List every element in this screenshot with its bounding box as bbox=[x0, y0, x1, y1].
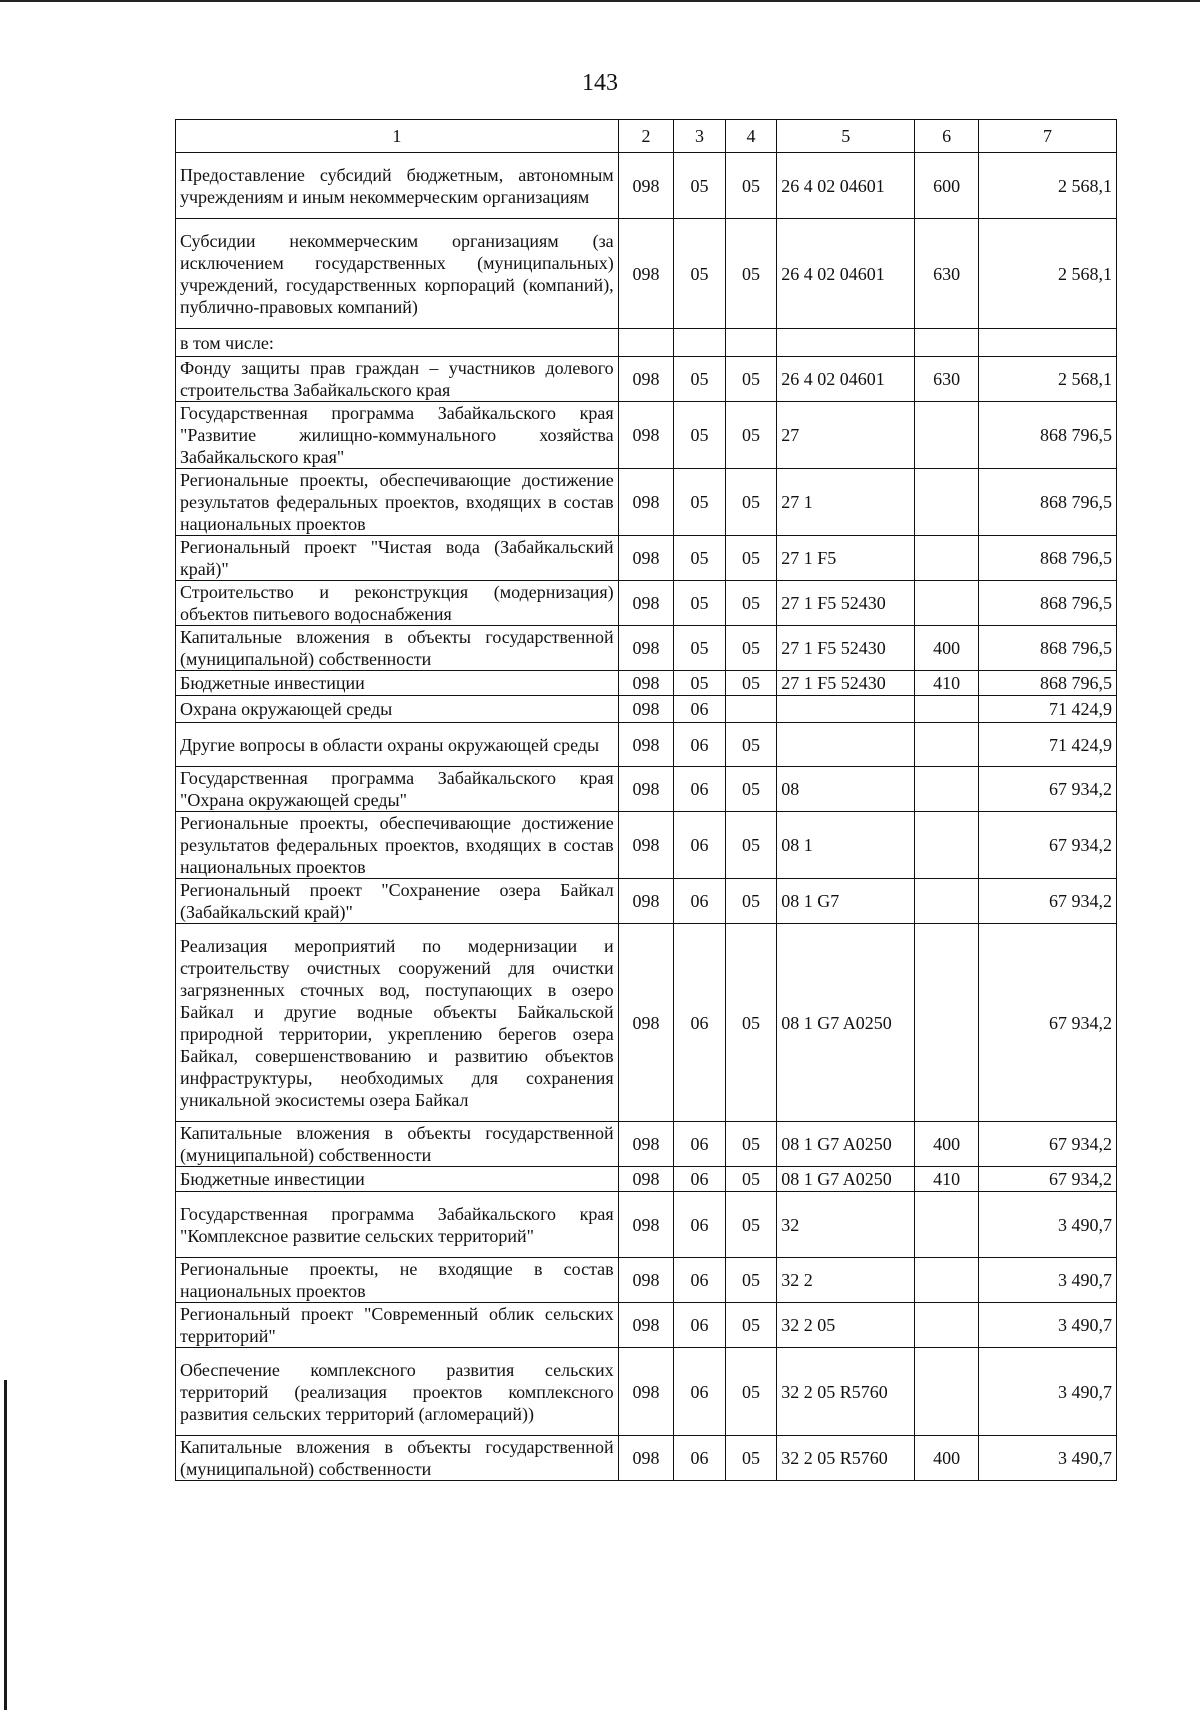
table-row bbox=[176, 723, 1117, 767]
table-row bbox=[176, 1167, 1117, 1192]
row-section-cell: 05 bbox=[674, 469, 725, 536]
row-expense-type-cell bbox=[915, 329, 979, 357]
row-name-cell: Региональные проекты, обеспечивающие достижение результатов федеральных проектов, входящих в состав национальных проектов bbox=[176, 469, 619, 536]
row-name-cell: Предоставление субсидий бюджетным, автономным учреждениям и иным некоммерческим организациям bbox=[176, 153, 619, 219]
row-expense-type-cell bbox=[915, 1192, 979, 1258]
row-expense-type-cell: 400 bbox=[915, 626, 979, 671]
row-expense-type-cell bbox=[915, 924, 979, 1122]
row-section-cell: 06 bbox=[674, 1303, 725, 1348]
row-amount-cell: 868 796,5 bbox=[979, 402, 1117, 469]
row-expense-type-cell bbox=[915, 812, 979, 879]
row-name-cell: Региональные проекты, не входящие в состав национальных проектов bbox=[176, 1258, 619, 1303]
row-amount-cell: 67 934,2 bbox=[979, 924, 1117, 1122]
row-section-cell: 05 bbox=[674, 219, 725, 329]
row-admin-code-cell: 098 bbox=[618, 402, 674, 469]
row-subsection-cell: 05 bbox=[725, 357, 776, 402]
row-section-cell: 06 bbox=[674, 1122, 725, 1167]
table-header-row bbox=[176, 120, 1117, 153]
table-row bbox=[176, 1303, 1117, 1348]
row-name-cell: в том числе: bbox=[176, 329, 619, 357]
row-expense-type-cell bbox=[915, 1348, 979, 1436]
row-name-cell: Другие вопросы в области охраны окружающей среды bbox=[176, 723, 619, 767]
row-expense-type-cell: 630 bbox=[915, 357, 979, 402]
table-row bbox=[176, 219, 1117, 329]
row-section-cell: 06 bbox=[674, 812, 725, 879]
row-section-cell: 06 bbox=[674, 723, 725, 767]
table-row bbox=[176, 924, 1117, 1122]
row-admin-code-cell: 098 bbox=[618, 357, 674, 402]
row-admin-code-cell: 098 bbox=[618, 1348, 674, 1436]
row-name-cell: Бюджетные инвестиции bbox=[176, 671, 619, 696]
row-expense-type-cell: 630 bbox=[915, 219, 979, 329]
table-row bbox=[176, 469, 1117, 536]
row-target-article-cell bbox=[777, 696, 915, 723]
header-cell: 5 bbox=[777, 120, 915, 153]
row-amount-cell: 3 490,7 bbox=[979, 1258, 1117, 1303]
row-section-cell: 06 bbox=[674, 879, 725, 924]
row-admin-code-cell: 098 bbox=[618, 671, 674, 696]
table-row bbox=[176, 581, 1117, 626]
row-name-cell: Строительство и реконструкция (модернизация) объектов питьевого водоснабжения bbox=[176, 581, 619, 626]
row-target-article-cell: 08 1 G7 A0250 bbox=[777, 1122, 915, 1167]
row-section-cell: 05 bbox=[674, 536, 725, 581]
row-amount-cell: 67 934,2 bbox=[979, 1167, 1117, 1192]
row-subsection-cell: 05 bbox=[725, 1436, 776, 1481]
row-amount-cell: 868 796,5 bbox=[979, 671, 1117, 696]
row-admin-code-cell: 098 bbox=[618, 812, 674, 879]
row-target-article-cell: 08 1 bbox=[777, 812, 915, 879]
scan-border-left bbox=[4, 1380, 7, 1710]
row-target-article-cell: 26 4 02 04601 bbox=[777, 153, 915, 219]
row-subsection-cell bbox=[725, 696, 776, 723]
row-target-article-cell: 27 bbox=[777, 402, 915, 469]
row-admin-code-cell: 098 bbox=[618, 581, 674, 626]
row-amount-cell: 3 490,7 bbox=[979, 1192, 1117, 1258]
row-expense-type-cell bbox=[915, 1303, 979, 1348]
row-section-cell: 05 bbox=[674, 357, 725, 402]
table-row bbox=[176, 153, 1117, 219]
row-admin-code-cell: 098 bbox=[618, 153, 674, 219]
row-name-cell: Субсидии некоммерческим организациям (за исключением государственных (муниципальных) учреждений, государственных корпораций (компаний), публично-правовых компаний) bbox=[176, 219, 619, 329]
row-amount-cell: 868 796,5 bbox=[979, 536, 1117, 581]
table-row bbox=[176, 536, 1117, 581]
row-target-article-cell: 26 4 02 04601 bbox=[777, 357, 915, 402]
row-admin-code-cell: 098 bbox=[618, 1192, 674, 1258]
row-subsection-cell: 05 bbox=[725, 469, 776, 536]
row-admin-code-cell: 098 bbox=[618, 1167, 674, 1192]
row-amount-cell: 2 568,1 bbox=[979, 219, 1117, 329]
row-expense-type-cell bbox=[915, 581, 979, 626]
row-expense-type-cell: 410 bbox=[915, 671, 979, 696]
table-row bbox=[176, 626, 1117, 671]
row-subsection-cell: 05 bbox=[725, 153, 776, 219]
row-subsection-cell: 05 bbox=[725, 767, 776, 812]
table-row bbox=[176, 329, 1117, 357]
row-expense-type-cell bbox=[915, 767, 979, 812]
row-admin-code-cell: 098 bbox=[618, 1303, 674, 1348]
row-subsection-cell: 05 bbox=[725, 924, 776, 1122]
row-subsection-cell: 05 bbox=[725, 1348, 776, 1436]
row-amount-cell: 3 490,7 bbox=[979, 1303, 1117, 1348]
row-target-article-cell: 08 1 G7 A0250 bbox=[777, 924, 915, 1122]
table-row bbox=[176, 671, 1117, 696]
budget-table bbox=[175, 119, 1117, 1481]
row-name-cell: Капитальные вложения в объекты государственной (муниципальной) собственности bbox=[176, 1436, 619, 1481]
row-subsection-cell: 05 bbox=[725, 671, 776, 696]
row-target-article-cell: 32 2 05 bbox=[777, 1303, 915, 1348]
table-row bbox=[176, 1258, 1117, 1303]
row-amount-cell: 67 934,2 bbox=[979, 1122, 1117, 1167]
row-target-article-cell: 27 1 F5 52430 bbox=[777, 671, 915, 696]
row-target-article-cell: 08 1 G7 A0250 bbox=[777, 1167, 915, 1192]
row-amount-cell: 67 934,2 bbox=[979, 767, 1117, 812]
row-name-cell: Государственная программа Забайкальского края "Развитие жилищно-коммунального хозяйства Забайкальского края" bbox=[176, 402, 619, 469]
row-subsection-cell: 05 bbox=[725, 219, 776, 329]
row-expense-type-cell: 410 bbox=[915, 1167, 979, 1192]
row-amount-cell bbox=[979, 329, 1117, 357]
row-section-cell: 06 bbox=[674, 1258, 725, 1303]
row-name-cell: Региональные проекты, обеспечивающие достижение результатов федеральных проектов, входящих в состав национальных проектов bbox=[176, 812, 619, 879]
table-row bbox=[176, 696, 1117, 723]
row-amount-cell: 868 796,5 bbox=[979, 581, 1117, 626]
row-admin-code-cell: 098 bbox=[618, 879, 674, 924]
row-name-cell: Региональный проект "Современный облик сельских территорий" bbox=[176, 1303, 619, 1348]
row-subsection-cell: 05 bbox=[725, 1192, 776, 1258]
row-section-cell: 06 bbox=[674, 1167, 725, 1192]
row-amount-cell: 71 424,9 bbox=[979, 696, 1117, 723]
row-target-article-cell: 32 2 bbox=[777, 1258, 915, 1303]
row-amount-cell: 67 934,2 bbox=[979, 879, 1117, 924]
row-subsection-cell: 05 bbox=[725, 812, 776, 879]
row-section-cell: 05 bbox=[674, 402, 725, 469]
row-name-cell: Государственная программа Забайкальского края "Комплексное развитие сельских территорий" bbox=[176, 1192, 619, 1258]
table-row bbox=[176, 879, 1117, 924]
table-row bbox=[176, 812, 1117, 879]
row-section-cell: 05 bbox=[674, 671, 725, 696]
row-amount-cell: 868 796,5 bbox=[979, 626, 1117, 671]
row-target-article-cell: 27 1 F5 52430 bbox=[777, 581, 915, 626]
row-target-article-cell: 08 1 G7 bbox=[777, 879, 915, 924]
row-expense-type-cell bbox=[915, 879, 979, 924]
row-admin-code-cell: 098 bbox=[618, 1258, 674, 1303]
row-amount-cell: 67 934,2 bbox=[979, 812, 1117, 879]
row-name-cell: Бюджетные инвестиции bbox=[176, 1167, 619, 1192]
row-name-cell: Фонду защиты прав граждан – участников долевого строительства Забайкальского края bbox=[176, 357, 619, 402]
table-row bbox=[176, 1192, 1117, 1258]
row-admin-code-cell: 098 bbox=[618, 767, 674, 812]
row-admin-code-cell: 098 bbox=[618, 1436, 674, 1481]
row-admin-code-cell bbox=[618, 329, 674, 357]
row-section-cell: 06 bbox=[674, 1348, 725, 1436]
row-section-cell bbox=[674, 329, 725, 357]
row-expense-type-cell: 400 bbox=[915, 1122, 979, 1167]
row-expense-type-cell bbox=[915, 723, 979, 767]
row-subsection-cell: 05 bbox=[725, 536, 776, 581]
row-subsection-cell: 05 bbox=[725, 1122, 776, 1167]
header-cell: 4 bbox=[725, 120, 776, 153]
header-cell: 3 bbox=[674, 120, 725, 153]
header-cell: 1 bbox=[176, 120, 619, 153]
row-subsection-cell: 05 bbox=[725, 402, 776, 469]
row-name-cell: Реализация мероприятий по модернизации и строительству очистных сооружений для очистки загрязненных сточных вод, поступающих в озеро Байкал и другие водные объекты Байкальской природной территории, укреплению берегов озера Байкал, совершенствованию и развитию объектов инфраструктуры, необходимых для сохранения уникальной экосистемы озера Байкал bbox=[176, 924, 619, 1122]
row-expense-type-cell: 400 bbox=[915, 1436, 979, 1481]
row-amount-cell: 3 490,7 bbox=[979, 1348, 1117, 1436]
row-amount-cell: 71 424,9 bbox=[979, 723, 1117, 767]
row-name-cell: Охрана окружающей среды bbox=[176, 696, 619, 723]
row-target-article-cell: 32 2 05 R5760 bbox=[777, 1348, 915, 1436]
row-admin-code-cell: 098 bbox=[618, 536, 674, 581]
row-subsection-cell: 05 bbox=[725, 1258, 776, 1303]
row-subsection-cell: 05 bbox=[725, 1167, 776, 1192]
table-row bbox=[176, 1436, 1117, 1481]
row-subsection-cell: 05 bbox=[725, 581, 776, 626]
row-subsection-cell: 05 bbox=[725, 723, 776, 767]
table-row bbox=[176, 357, 1117, 402]
row-subsection-cell: 05 bbox=[725, 626, 776, 671]
row-amount-cell: 3 490,7 bbox=[979, 1436, 1117, 1481]
row-amount-cell: 868 796,5 bbox=[979, 469, 1117, 536]
row-expense-type-cell bbox=[915, 469, 979, 536]
row-section-cell: 06 bbox=[674, 696, 725, 723]
row-section-cell: 06 bbox=[674, 767, 725, 812]
row-expense-type-cell: 600 bbox=[915, 153, 979, 219]
header-cell: 2 bbox=[618, 120, 674, 153]
row-section-cell: 06 bbox=[674, 1192, 725, 1258]
row-target-article-cell: 08 bbox=[777, 767, 915, 812]
row-amount-cell: 2 568,1 bbox=[979, 357, 1117, 402]
header-cell: 7 bbox=[979, 120, 1117, 153]
row-name-cell: Капитальные вложения в объекты государственной (муниципальной) собственности bbox=[176, 626, 619, 671]
row-subsection-cell bbox=[725, 329, 776, 357]
row-admin-code-cell: 098 bbox=[618, 696, 674, 723]
row-expense-type-cell bbox=[915, 402, 979, 469]
table-row bbox=[176, 1122, 1117, 1167]
row-admin-code-cell: 098 bbox=[618, 1122, 674, 1167]
row-section-cell: 05 bbox=[674, 626, 725, 671]
row-admin-code-cell: 098 bbox=[618, 924, 674, 1122]
row-expense-type-cell bbox=[915, 696, 979, 723]
row-target-article-cell: 26 4 02 04601 bbox=[777, 219, 915, 329]
row-name-cell: Обеспечение комплексного развития сельских территорий (реализация проектов комплексного развития сельских территорий (агломераций)) bbox=[176, 1348, 619, 1436]
row-name-cell: Государственная программа Забайкальского края "Охрана окружающей среды" bbox=[176, 767, 619, 812]
row-subsection-cell: 05 bbox=[725, 879, 776, 924]
row-section-cell: 06 bbox=[674, 1436, 725, 1481]
row-name-cell: Региональный проект "Сохранение озера Байкал (Забайкальский край)" bbox=[176, 879, 619, 924]
row-admin-code-cell: 098 bbox=[618, 219, 674, 329]
row-admin-code-cell: 098 bbox=[618, 723, 674, 767]
row-target-article-cell: 27 1 bbox=[777, 469, 915, 536]
page-number: 143 bbox=[582, 70, 618, 96]
row-amount-cell: 2 568,1 bbox=[979, 153, 1117, 219]
row-name-cell: Региональный проект "Чистая вода (Забайкальский край)" bbox=[176, 536, 619, 581]
row-target-article-cell: 32 2 05 R5760 bbox=[777, 1436, 915, 1481]
row-section-cell: 05 bbox=[674, 581, 725, 626]
table-row bbox=[176, 767, 1117, 812]
scan-border-top bbox=[0, 0, 1200, 2]
row-target-article-cell: 27 1 F5 52430 bbox=[777, 626, 915, 671]
row-expense-type-cell bbox=[915, 1258, 979, 1303]
table-row bbox=[176, 1348, 1117, 1436]
row-section-cell: 06 bbox=[674, 924, 725, 1122]
row-target-article-cell: 27 1 F5 bbox=[777, 536, 915, 581]
table-row bbox=[176, 402, 1117, 469]
row-name-cell: Капитальные вложения в объекты государственной (муниципальной) собственности bbox=[176, 1122, 619, 1167]
row-target-article-cell bbox=[777, 329, 915, 357]
row-expense-type-cell bbox=[915, 536, 979, 581]
header-cell: 6 bbox=[915, 120, 979, 153]
row-admin-code-cell: 098 bbox=[618, 469, 674, 536]
row-subsection-cell: 05 bbox=[725, 1303, 776, 1348]
row-section-cell: 05 bbox=[674, 153, 725, 219]
row-target-article-cell: 32 bbox=[777, 1192, 915, 1258]
row-target-article-cell bbox=[777, 723, 915, 767]
row-admin-code-cell: 098 bbox=[618, 626, 674, 671]
